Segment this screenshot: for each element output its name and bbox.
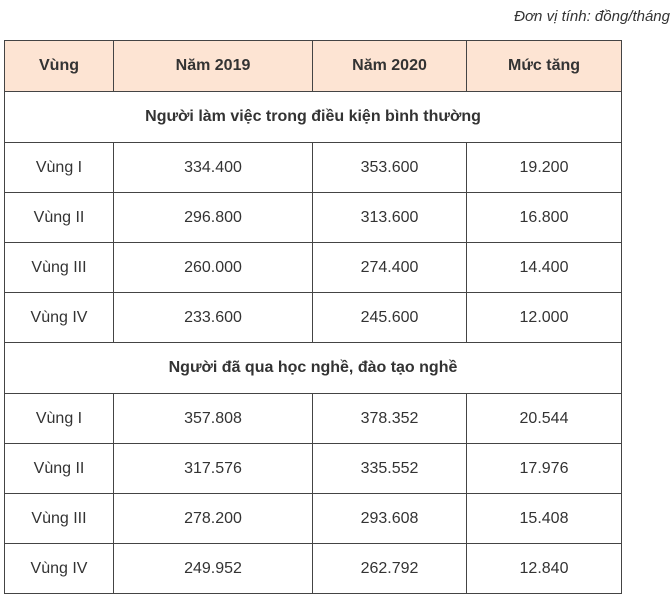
table-row <box>5 293 622 343</box>
table-row <box>5 394 622 444</box>
cell-region: Vùng IV <box>5 544 114 594</box>
table-row <box>5 494 622 544</box>
cell-region: Vùng III <box>5 494 114 544</box>
cell-region: Vùng I <box>5 394 114 444</box>
table-header-row <box>5 41 622 92</box>
header-year-2020: Năm 2020 <box>313 41 467 92</box>
cell-region: Vùng II <box>5 444 114 494</box>
table-row <box>5 193 622 243</box>
cell-2020: 274.400 <box>313 243 467 293</box>
cell-2019: 334.400 <box>114 143 313 193</box>
table-row <box>5 243 622 293</box>
header-region: Vùng <box>5 41 114 92</box>
cell-2019: 357.808 <box>114 394 313 444</box>
cell-region: Vùng III <box>5 243 114 293</box>
cell-increase: 17.976 <box>467 444 622 494</box>
cell-2020: 353.600 <box>313 143 467 193</box>
cell-increase: 12.840 <box>467 544 622 594</box>
cell-region: Vùng IV <box>5 293 114 343</box>
wage-table <box>4 40 622 594</box>
cell-increase: 12.000 <box>467 293 622 343</box>
cell-2019: 249.952 <box>114 544 313 594</box>
section-title-row <box>5 343 622 394</box>
cell-increase: 15.408 <box>467 494 622 544</box>
cell-2020: 245.600 <box>313 293 467 343</box>
cell-region: Vùng I <box>5 143 114 193</box>
table-row <box>5 544 622 594</box>
cell-increase: 20.544 <box>467 394 622 444</box>
cell-increase: 14.400 <box>467 243 622 293</box>
cell-2019: 233.600 <box>114 293 313 343</box>
section-title: Người làm việc trong điều kiện bình thường <box>5 92 622 143</box>
unit-note: Đơn vị tính: đồng/tháng <box>514 8 670 25</box>
cell-increase: 16.800 <box>467 193 622 243</box>
table-row <box>5 444 622 494</box>
header-year-2019: Năm 2019 <box>114 41 313 92</box>
cell-2020: 378.352 <box>313 394 467 444</box>
cell-region: Vùng II <box>5 193 114 243</box>
cell-2019: 317.576 <box>114 444 313 494</box>
cell-increase: 19.200 <box>467 143 622 193</box>
cell-2019: 278.200 <box>114 494 313 544</box>
section-title-row <box>5 92 622 143</box>
cell-2019: 296.800 <box>114 193 313 243</box>
cell-2019: 260.000 <box>114 243 313 293</box>
cell-2020: 335.552 <box>313 444 467 494</box>
cell-2020: 262.792 <box>313 544 467 594</box>
cell-2020: 313.600 <box>313 193 467 243</box>
header-increase: Mức tăng <box>467 41 622 92</box>
table-row <box>5 143 622 193</box>
section-title: Người đã qua học nghề, đào tạo nghề <box>5 343 622 394</box>
cell-2020: 293.608 <box>313 494 467 544</box>
